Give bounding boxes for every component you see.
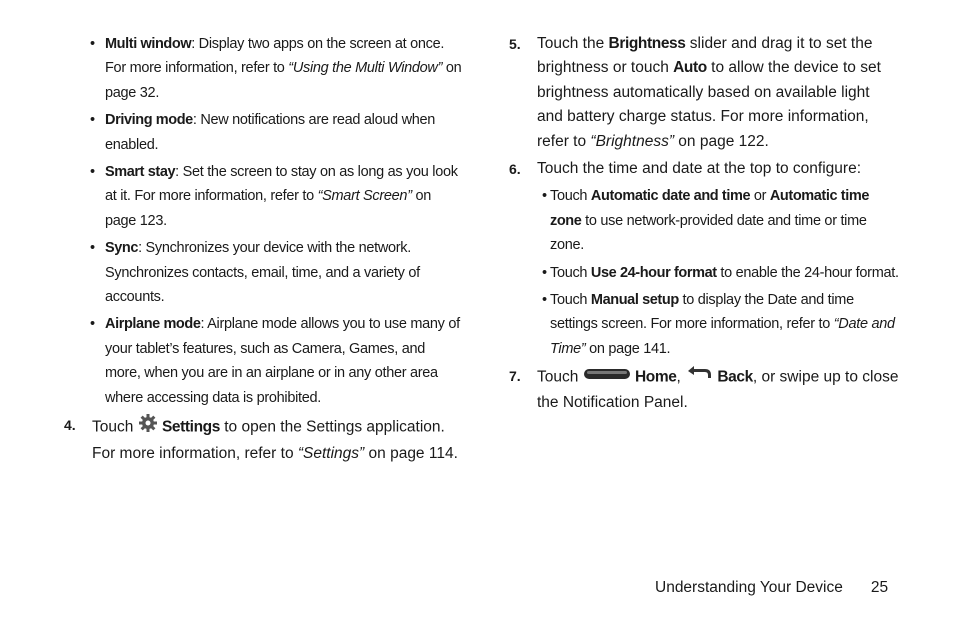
bullet-term: Automatic date and time: [590, 188, 751, 205]
bullet-text: Touch: [550, 264, 591, 281]
bullet-term: Manual setup: [590, 292, 679, 309]
step-term: Home: [634, 368, 677, 386]
bullet-text: on page 123.: [105, 188, 431, 229]
step-text: ,: [676, 368, 686, 386]
cross-reference: “Brightness”: [590, 132, 674, 150]
bullet-smart-stay: [64, 160, 464, 233]
cross-reference: “Settings”: [297, 444, 365, 462]
home-button-icon: [583, 365, 631, 389]
bullet-dot: •: [542, 264, 547, 281]
bullet-term: Driving mode: [105, 112, 193, 129]
page-number: 25: [870, 579, 889, 596]
step-number: 6.: [509, 161, 521, 178]
step-number: 5.: [509, 36, 521, 52]
bullet-text: on page 32.: [105, 60, 462, 101]
step-term: Back: [717, 368, 753, 386]
right-column: [509, 32, 899, 418]
sub-bullet-manual-setup: [509, 288, 899, 361]
step-text: , or swipe up to close the Notification Panel.: [537, 368, 899, 411]
left-column: [64, 32, 464, 469]
step-7: [509, 364, 899, 415]
cross-reference: “Date and Time”: [550, 316, 895, 357]
bullet-term: Smart stay: [105, 164, 176, 181]
bullet-multi-window: [64, 32, 464, 105]
bullet-text: on page 141.: [585, 340, 671, 357]
step-number: 4.: [64, 417, 76, 434]
bullet-text: to display the Date and time settings screen. For more information, refer to: [550, 292, 854, 333]
sub-bullet-automatic: [509, 184, 899, 257]
page-footer: [655, 579, 888, 597]
bullet-dot: •: [90, 164, 95, 181]
step-text: slider and drag it to set the brightness or touch: [537, 35, 873, 77]
bullet-term: Multi window: [105, 36, 192, 52]
bullet-text: or: [750, 188, 770, 205]
bullet-text: Touch: [550, 188, 591, 205]
step-5: [509, 32, 899, 154]
bullet-term: Use 24-hour format: [590, 264, 717, 281]
step-6: [509, 157, 899, 181]
step-4: [64, 413, 464, 466]
step-term: Auto: [673, 59, 707, 77]
bullet-text: : Synchronizes your device with the network. Synchronizes contacts, email, time, and a variety of accounts.: [105, 240, 420, 306]
bullet-dot: •: [90, 36, 95, 52]
step-number: 7.: [509, 368, 521, 385]
bullet-text: : Airplane mode allows you to use many of your tablet’s features, such as Camera, Games, and more, when you are in an airplane or in any other area where accessing data is prohibited.: [105, 316, 460, 406]
bullet-text: to enable the 24-hour format.: [716, 264, 899, 281]
bullet-term: Airplane mode: [105, 316, 201, 333]
step-term: Brightness: [608, 35, 686, 52]
bullet-dot: •: [542, 188, 547, 205]
bullet-text: : Display two apps on the screen at once. For more information, refer to: [105, 36, 445, 77]
step-text: Touch the time and date at the top to configure:: [537, 160, 861, 178]
step-text: on page 114.: [364, 444, 458, 462]
bullet-dot: •: [90, 240, 95, 257]
bullet-dot: •: [90, 316, 95, 333]
bullet-text: : New notifications are read aloud when enabled.: [105, 112, 436, 153]
bullet-term: Sync: [105, 240, 139, 257]
sub-bullet-24-hour: [509, 261, 899, 285]
bullet-term: Automatic time zone: [550, 188, 869, 229]
cross-reference: “Using the Multi Window”: [288, 60, 443, 77]
bullet-driving-mode: [64, 108, 464, 157]
footer-title: Understanding Your Device: [655, 579, 843, 596]
step-term: Settings: [161, 418, 220, 436]
step-text: Touch the: [537, 35, 609, 52]
settings-gear-icon: [138, 413, 158, 441]
bullet-sync: [64, 236, 464, 309]
back-arrow-icon: [685, 364, 713, 390]
bullet-text: to use network-provided date and time or time zone.: [550, 212, 867, 254]
bullet-airplane-mode: [64, 312, 464, 410]
step-text: on page 122.: [673, 132, 769, 150]
bullet-text: : Set the screen to stay on as long as you look at it. For more information, refer to: [105, 164, 458, 205]
bullet-text: Touch: [550, 292, 591, 309]
step-text: Touch: [537, 368, 583, 386]
step-text: to open the Settings application. For more information, refer to: [92, 418, 445, 462]
step-text: Touch: [92, 418, 138, 436]
step-text: to allow the device to set brightness automatically based on available light and battery charge status. For more information, refer to: [537, 59, 881, 150]
bullet-dot: •: [90, 112, 95, 129]
cross-reference: “Smart Screen”: [317, 188, 412, 205]
bullet-dot: •: [542, 292, 547, 309]
